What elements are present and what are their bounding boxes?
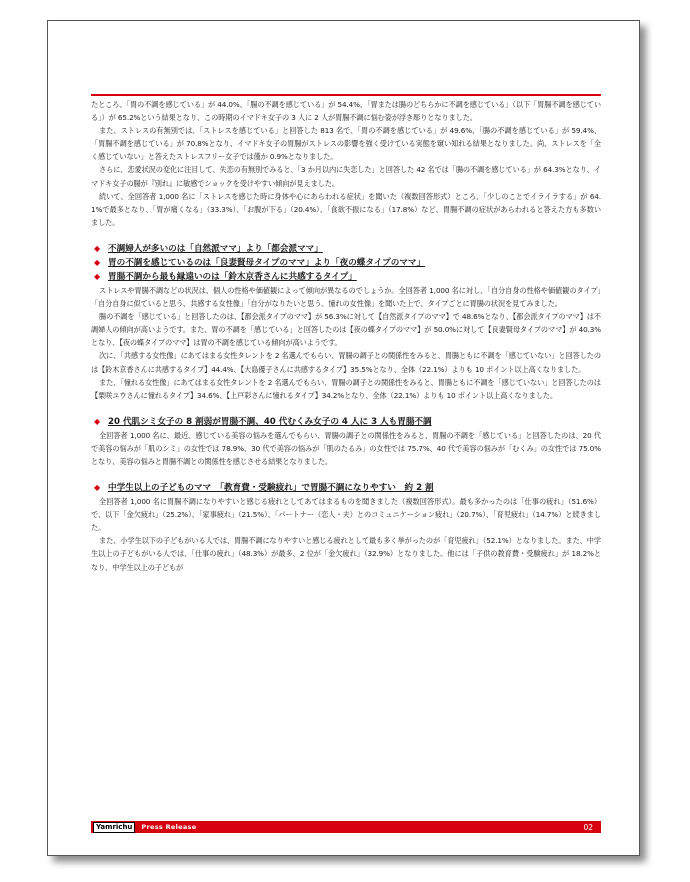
page-content: [91, 98, 601, 574]
section-heading: [91, 481, 601, 495]
diamond-icon: ◆: [94, 416, 101, 426]
paragraph: 全回答者 1,000 名に胃腸不調になりやすいと感じる疲れとしてあてはまるものを聞きました（複数回答形式）。最も多かったのは「仕事の疲れ」（51.6%）で、以下「金欠疲れ」（25.2%）、「家事疲れ」（21.5%）、「パートナー（恋人・夫）とのコミュニケーション疲れ」（20.7%）、「育児疲れ」（14.7%）と続きました。: [91, 497, 601, 533]
footer-bar: [91, 821, 601, 833]
paragraph: 続いて、全回答者 1,000 名に「ストレスを感じた時に身体や心にあらわれる症状」を聞いた（複数回答形式）ところ、「少しのことでイライラする」が 64.1%で最多となり、「胃が痛くなる」（33.3%）、「お腹が下る」（20.4%）、「食欲不振になる」（17.8%）など、胃腸不調の症状があらわれると答えた方も多数いました。: [91, 191, 601, 227]
document-page: [47, 20, 640, 856]
heading-text: 胃腸不調から最も縁遠いのは「鈴木京香さんに共感するタイプ」: [108, 271, 357, 282]
paragraph: たところ、「胃の不調を感じている」が 44.0%、「腸の不調を感じている」が 54.4%、「胃または腸のどちらかに不調を感じている」（以下「胃腸不調を感じている」）が 65.2%という結果となり、この時期のイマドキ女子の 3 人に 2 人が胃腸不調に悩む姿が浮き彫りとなりました。: [91, 100, 601, 123]
diamond-icon: ◆: [94, 483, 101, 493]
section-heading: [91, 242, 601, 256]
paragraph: さらに、恋愛状況の変化に注目して、失恋の有無別でみると、「3 か月以内に失恋した」と回答した 42 名では「腸の不調を感じている」が 64.3%となり、イマドキ女子の腸が『別れ』に敏感でショックを受けやすい傾向が見えました。: [91, 165, 601, 188]
diamond-icon: ◆: [94, 257, 101, 267]
paragraph: また、小学生以下の子どもがいる人では、胃腸不調になりやすいと感じる疲れとして最も多く挙がったのが「育児疲れ」（52.1%）となりました。また、中学生以上の子どもがいる人では、「仕事の疲れ」（48.3%）が最多、2 位が「金欠疲れ」（32.9%）となりました。他には「子供の教育費・受験疲れ」が 18.2%となり、中学生以上の子どもが: [91, 536, 601, 572]
heading-text: 胃の不調を感じているのは「良妻賢母タイプのママ」より「夜の蝶タイプのママ」: [108, 257, 426, 268]
press-release-label: Press Release: [141, 823, 197, 831]
header-rule: [91, 94, 601, 96]
paragraph: 次に、「共感する女性像」にあてはまる女性タレントを 2 名選んでもらい、胃腸の調子との関係性をみると、胃腸ともに不調を「感じていない」と回答したのは【鈴木京香さんに共感するタイプ】44.4%、【大島優子さんに共感するタイプ】35.5%となり、全体（22.1%）よりも 10 ポイント以上高くなりました。: [91, 351, 601, 374]
heading-text: 20 代肌シミ女子の 8 割弱が胃腸不調、40 代むくみ女子の 4 人に 3 人も胃腸不調: [108, 416, 432, 427]
paragraph: 腸の不調を「感じている」と回答したのは、【都会派タイプのママ】が 56.3%に対して【自然派タイプのママ】で 48.6%となり、【都会派タイプのママ】は不調婦人の傾向が高いようです。また、胃の不調を「感じている」と回答したのは【夜の蝶タイプのママ】が 50.0%に対して【良妻賢母タイプのママ】が 40.3%となり、【夜の蝶タイプのママ】は胃の不調を感じている傾向が高いようです。: [91, 312, 601, 348]
paragraph: 全回答者 1,000 名に、最近、感じている美容の悩みを選んでもらい、胃腸の調子との関係性をみると、胃腸の不調を「感じている」と回答したのは、20 代で美容の悩みが「肌のシミ」の女性では 78.9%、30 代で美容の悩みが「肌のたるみ」の女性では 75.7%、40 代で美容の悩みが「むくみ」の女性では 75.0%となり、美容の悩みと胃腸不調との関係性を感じさせる結果となりました。: [91, 430, 601, 466]
section-heading: [91, 270, 601, 284]
section-heading: [91, 256, 601, 270]
diamond-icon: ◆: [94, 243, 101, 253]
diamond-icon: ◆: [94, 271, 101, 281]
paragraph: ストレスや胃腸不調などの状況は、個人の性格や価値観によって傾向が異なるのでしょうか。全回答者 1,000 名に対し、「自分自身の性格や価値観のタイプ」「自分自身に似ていると思う、共感する女性像」「自分がなりたいと思う、憧れの女性像」を聞いた上で、タイプごとに胃腸の状況を見てみました。: [91, 285, 601, 309]
page-number: 02: [583, 822, 593, 832]
paragraph: また、「憧れる女性像」にあてはまる女性タレントを 2 名選んでもらい、胃腸の調子との関係性をみると、胃腸ともに不調を「感じていない」と回答したのは【栗咲ユウさんに憧れるタイプ】34.6%、【上戸彩さんに憧れるタイプ】34.2%となり、全体（22.1%）よりも 10 ポイント以上高くなりました。: [91, 377, 601, 400]
heading-text: 不調婦人が多いのは「自然派ママ」より「都会派ママ」: [108, 243, 323, 254]
company-logo: Yamrichu: [93, 822, 135, 833]
section-heading: [91, 415, 601, 429]
paragraph: また、ストレスの有無別では、「ストレスを感じている」と回答した 813 名で、「胃の不調を感じている」が 49.6%、「腸の不調を感じている」が 59.4%、「胃腸不調を感じている」が 70.8%となり、イマドキ女子の胃腸がストレスの影響を強く受けている実態を窺い知れる結果となりました。尚、ストレスを「全く感じていない」と答えたストレスフリー女子では僅か 0.9%となりました。: [91, 126, 601, 162]
heading-text: 中学生以上の子どものママ 「教育費・受験疲れ」で胃腸不調になりやすい 約 2 割: [108, 483, 434, 494]
